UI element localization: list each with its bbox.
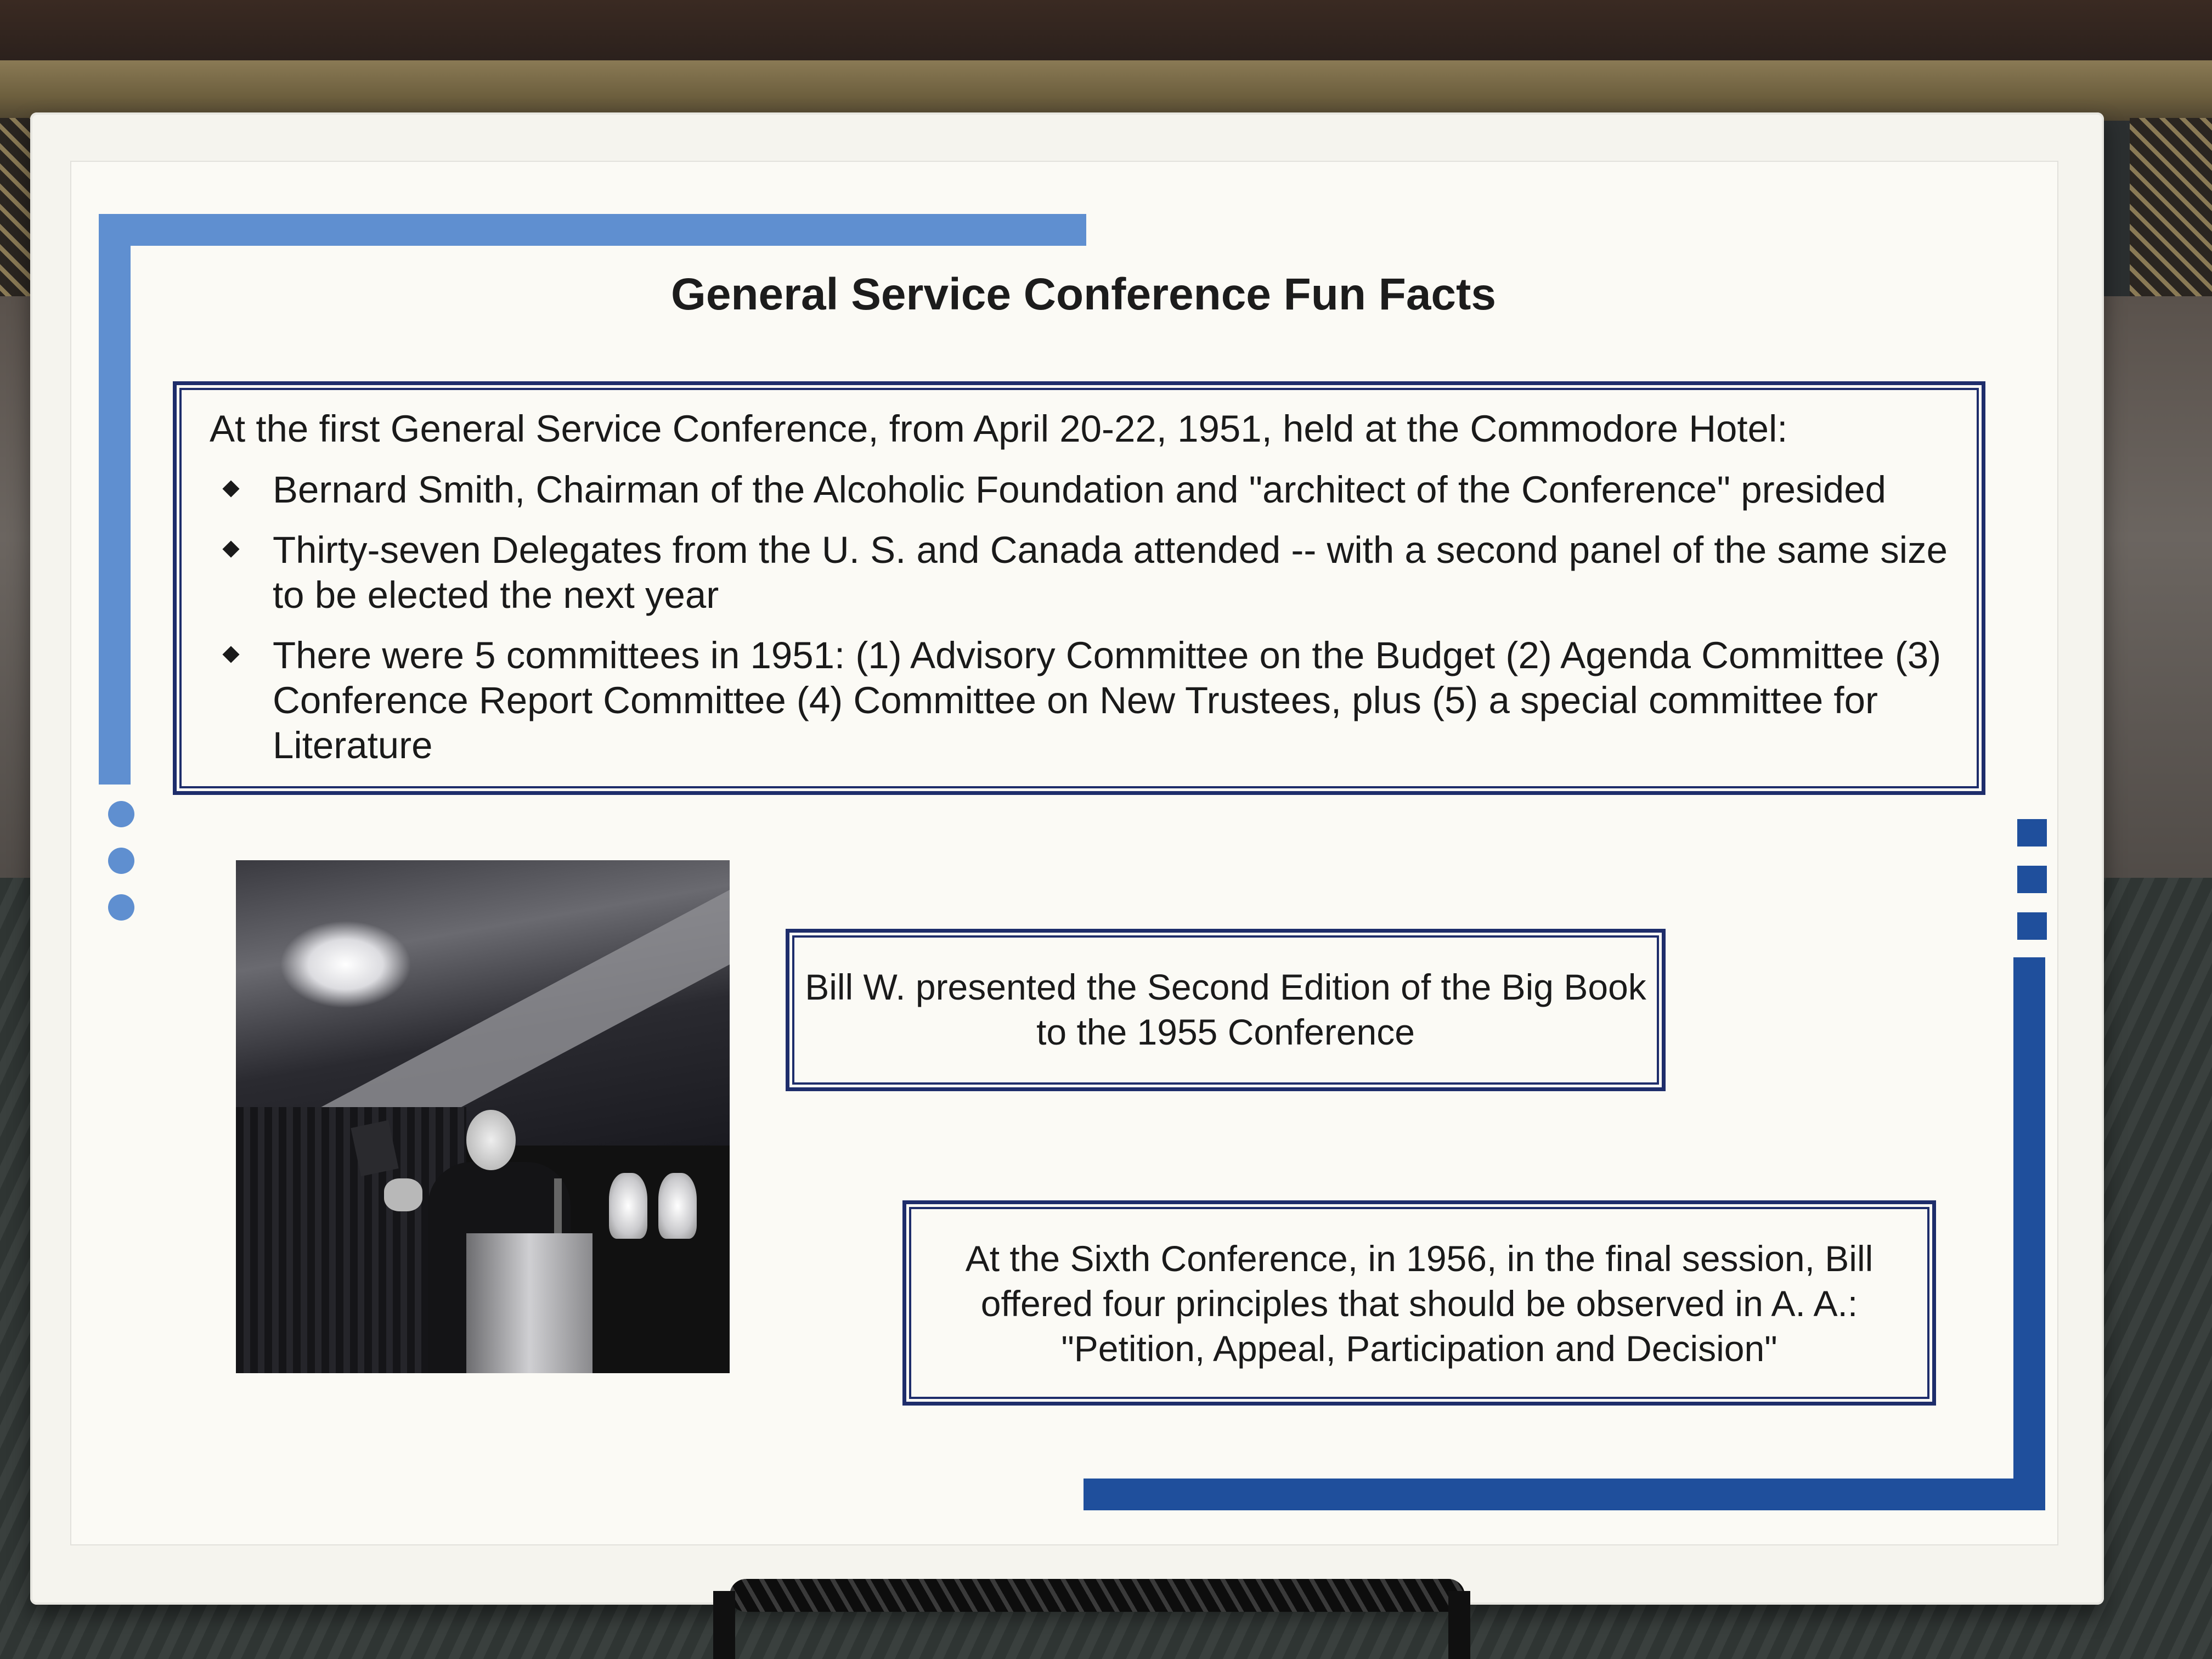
list-item-text: There were 5 committees in 1951: (1) Advisory Committee on the Budget (2) Agenda Committee (3) Conference Report Committee (4) Committee on New Trustees, plus (5) a special committee for Literature — [273, 634, 1942, 766]
background-wall — [0, 0, 2212, 66]
easel-leg — [713, 1591, 735, 1659]
accent-square — [2017, 866, 2047, 893]
historical-photo — [236, 860, 730, 1373]
accent-bar-right — [2013, 957, 2045, 1506]
sixth-conference-fact-box — [902, 1200, 1936, 1406]
list-item — [221, 467, 1960, 512]
facts-box — [173, 381, 1985, 795]
accent-square — [2017, 912, 2047, 940]
sixth-conference-fact-text: At the Sixth Conference, in 1956, in the final session, Bill offered four principles that should be observed in A. A.: "Petition, Appeal, Participation and Decision" — [965, 1238, 1874, 1369]
list-item-text: Thirty-seven Delegates from the U. S. and Canada attended -- with a second panel of the same size to be elected the next year — [273, 529, 1948, 616]
easel-leg — [1448, 1591, 1470, 1659]
list-item — [221, 633, 1960, 768]
facts-lead: At the first General Service Conference, from April 20-22, 1951, held at the Commodore Hotel: — [210, 408, 1788, 450]
photo-light — [280, 921, 411, 1008]
accent-square — [2017, 819, 2047, 847]
brass-trim — [0, 60, 2212, 121]
poster-title: General Service Conference Fun Facts — [671, 269, 1496, 319]
accent-dot — [108, 848, 134, 874]
accent-dot — [108, 894, 134, 921]
speaker-hand — [384, 1178, 422, 1211]
accent-bar-top — [99, 214, 1086, 246]
list-item-text: Bernard Smith, Chairman of the Alcoholic Foundation and "architect of the Conference" presided — [273, 469, 1886, 511]
diamond-bullet-icon — [222, 646, 239, 663]
diamond-bullet-icon — [222, 540, 239, 557]
photo-lamp — [658, 1173, 697, 1239]
photo-lamp — [609, 1173, 647, 1239]
podium — [466, 1233, 592, 1373]
bigbook-fact-box — [786, 929, 1666, 1091]
accent-bar-bottom — [1084, 1479, 2045, 1510]
accent-bar-left — [99, 214, 131, 785]
speaker-head — [466, 1110, 516, 1170]
easel-stand — [730, 1579, 1465, 1612]
microphone — [554, 1178, 562, 1233]
list-item — [221, 528, 1960, 618]
diamond-bullet-icon — [222, 480, 239, 497]
bigbook-fact-text: Bill W. presented the Second Edition of the Big Book to the 1955 Conference — [805, 967, 1646, 1052]
accent-dot — [108, 801, 134, 827]
facts-list — [221, 467, 1960, 783]
wall-grille — [2130, 118, 2212, 304]
